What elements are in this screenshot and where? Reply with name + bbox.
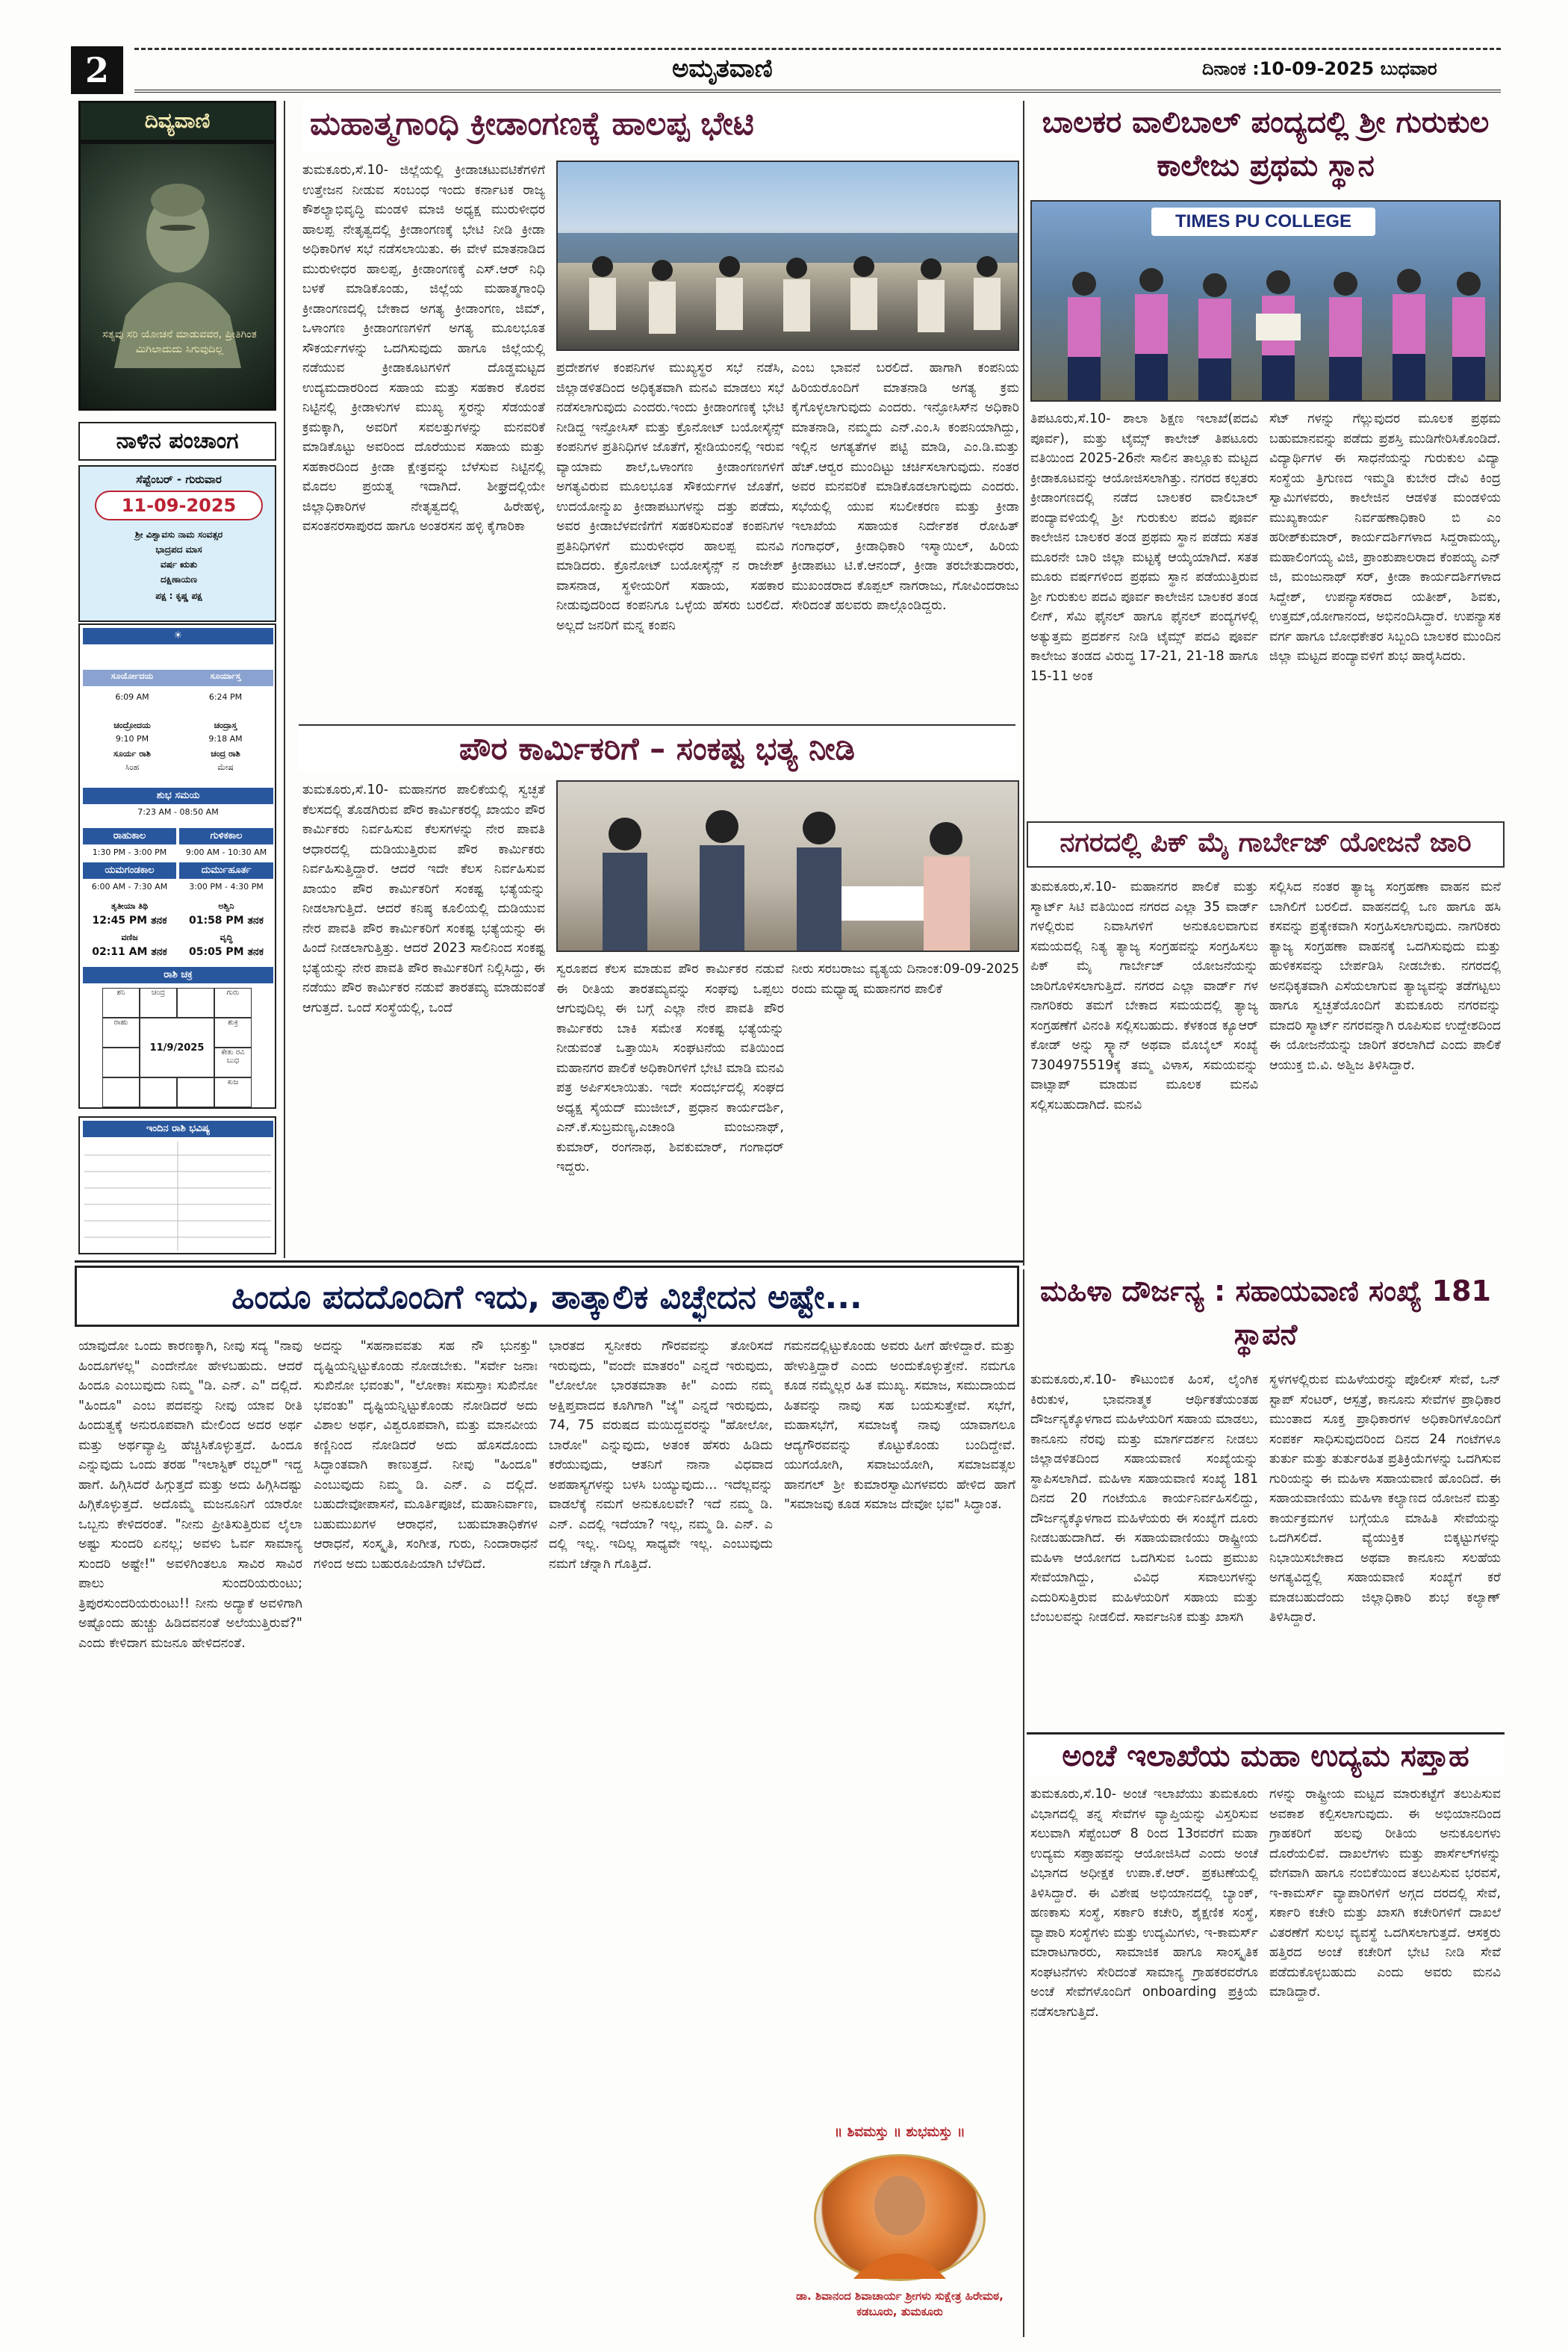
masthead-rule	[134, 90, 1501, 93]
rashi-chakra-cell: ಶುಕ್ರ	[214, 1018, 252, 1048]
article1-col3: ಎಂಬ ಭಾವನೆ ಬರಲಿದೆ. ಹಾಗಾಗಿ ಕಂಪನಿಯ ಹಿರಿಯರೊಂದಿಗೆ ಮಾತನಾಡಿ ಅಗತ್ಯ ಕ್ರಮ ಕೈಗೊಳ್ಳಲಾಗುವುದು ಎಂದರು. ಇನ್ಫೋಸಿಸ್‍ನ ಅಧಿಕಾರಿ ಮಾತನಾಡಿ, ನಮ್ಮದು ಎನ್.ಎಂ.ಸಿ ಕಂಪನಿಯಾಗಿದ್ದು, ಇಲ್ಲಿನ ಅಗತ್ಯತೆಗಳ ಪಟ್ಟಿ ಮಾಡಿ, ಎಂ.ಡಿ.ಮತ್ತು ಹೆಚ್.ಆರ್‍ವರ ಮುಂದಿಟ್ಟು ಚರ್ಚಿಸಲಾಗುವುದು. ನಂತರ ಅವರ ಮನವರಿಕೆ ಮಾಡಿಕೊಡಲಾಗುವುದು ಎಂದರು. ಸಭೆಯಲ್ಲಿ ಯುವ ಸಬಲೀಕರಣ ಮತ್ತು ಕ್ರೀಡಾ ಇಲಾಖೆಯ ಸಹಾಯಕ ನಿರ್ದೇಶಕ ರೋಹಿತ್ ಗಂಗಾಧರ್, ಕ್ರೀಡಾಧಿಕಾರಿ ಇಸ್ಮಾಯಿಲ್, ಹಿರಿಯ ಕ್ರೀಡಾಪಟು ಟಿ.ಕೆ.ಆನಂದ್, ಕ್ರೀಡಾ ತರಬೇತುದಾರರು, ಮುಖಂಡರಾದ ಕೊಪ್ಪಲ್ ನಾಗರಾಜು, ಗೋವಿಂದರಾಜು ಸೇರಿದಂತೆ ಹಲವರು ಪಾಲ್ಗೊಂಡಿದ್ದರು.	[791, 361, 1019, 613]
article4-headline: ನಗರದಲ್ಲಿ ಪಿಕ್ ಮೈ ಗಾರ್ಬೇಜ್ ಯೋಜನೆ ಜಾರಿ	[1060, 827, 1472, 858]
yama-label: ಯಮಗಂಡಕಾಲ	[83, 862, 176, 879]
moonset-time: 9:18 AM	[208, 734, 243, 744]
buddha-image	[78, 142, 276, 411]
rashi-chakra-cell: ರಾಹು	[102, 1018, 140, 1048]
buddha-figure-icon	[81, 144, 274, 408]
article3-header	[299, 724, 1015, 771]
newspaper-title: ಅಮೃತವಾಣಿ	[672, 54, 773, 84]
column-rule	[1023, 1269, 1024, 2337]
swamiji-portrait-icon	[816, 2156, 983, 2279]
panchanga-card	[78, 465, 276, 622]
article1-col1: ತುಮಕೂರು,ಸೆ.10- ಜಿಲ್ಲೆಯಲ್ಲಿ ಕ್ರೀಡಾಚಟುವಟಿಕೆಗಳಿಗೆ ಉತ್ತೇಜನ ನೀಡುವ ಸಂಬಂಧ ಇಂದು ಕರ್ನಾಟಕ ರಾಜ್ಯ ಕೌಶಲ್ಯಾಭಿವೃದ್ಧಿ ಮಂಡಳಿ ಮಾಜಿ ಅಧ್ಯಕ್ಷ ಮುರುಳೀಧರ ಹಾಲಪ್ಪ ನೇತೃತ್ವದಲ್ಲಿ ಕ್ರೀಡಾಂಗಣಕ್ಕೆ ಭೇಟಿ ನೀಡಿ ಕ್ರೀಡಾ ಅಧಿಕಾರಿಗಳ ಸಭೆ ನಡೆಸಲಾಯಿತು. ಈ ವೇಳೆ ಮಾತನಾಡಿದ ಮುರುಳೀಧರ ಹಾಲಪ್ಪ, ಕ್ರೀಡಾಂಗಣಕ್ಕೆ ಎಸ್.ಆರ್ ನಿಧಿ ಬಳಕೆ ಮಾಡಿಕೊಂಡು, ಜಿಲ್ಲೆಯ ಮಹಾತ್ಮಗಾಂಧಿ ಕ್ರೀಡಾಂಗಣದಲ್ಲಿ ಬೇಕಾದ ಅಗತ್ಯ ಕ್ರೀಡಾಂಗಣ, ಜಿಮ್, ಒಳಾಂಗಣ ಕ್ರೀಡಾಂಗಣಗಳಿಗೆ ಅಗತ್ಯ ಮೂಲಭೂತ ಸೌಕರ್ಯಗಳನ್ನು ಒದಗಿಸುವುದು ಹಾಗೂ ಜಿಲ್ಲೆಯಲ್ಲಿ ನಡೆಯುವ ಕ್ರೀಡಾಕೂಟಗಳಿಗೆ ದೊಡ್ಡಮಟ್ಟದ ಉದ್ಯಮದಾರರಿಂದ ಸಹಾಯ ಮತ್ತು ಸಹಕಾರ ಕೊರವ ನಿಟ್ಟಿನಲ್ಲಿ ಕ್ರೀಡಾಳುಗಳ ಮುಖ್ಯ ಸ್ಥರನ್ನು ಸೆಡಯಂತೆ ಕ್ರಮಕ್ಕಾಗಿ, ಅವರಿಗೆ ಸವಲತ್ತುಗಳನ್ನು ಮನವರಿಕೆ ಮಾಡಿಕೊಟ್ಟು ಅವರಿಂದ ದೊರೆಯುವ ಸಹಾಯ ಮತ್ತು ಸಹಕಾರದಿಂದ ಕ್ರೀಡಾ ಕ್ಷೇತ್ರವನ್ನು ಬೆಳೆಸುವ ನಿಟ್ಟಿನಲ್ಲಿ ಮೊದಲ ಪ್ರಯತ್ನ ಇದಾಗಿದೆ. ಶೀಘ್ರದಲ್ಲಿಯೇ ಜಿಲ್ಲಾಧಿಕಾರಿಗಳ ನೇತೃತ್ವದಲ್ಲಿ ಹಿರೇಹಳ್ಳಿ, ವಸಂತನರಸಾಪುರದ ಹಾಗೂ ಅಂತರಸನ ಹಳ್ಳಿ ಕೈಗಾರಿಕಾ	[302, 163, 545, 534]
article3-col2: ಸ್ವರೂಪದ ಕೆಲಸ ಮಾಡುವ ಪೌರ ಕಾರ್ಮಿಕರ ನಡುವೆ ಈ ರೀತಿಯ ತಾರತಮ್ಯವನ್ನು ಸಂಘವು ಒಪ್ಪಲು ಆಗುವುದಿಲ್ಲ ಈ ಬಗ್ಗೆ ಎಲ್ಲಾ ನೇರ ಪಾವತಿ ಪೌರ ಕಾರ್ಮಿಕರು ಬಾಕಿ ಸಮೇತ ಸಂಕಷ್ಟ ಭತ್ಯೆಯನ್ನು ನೀಡುವಂತೆ ಒತ್ತಾಯಿಸಿ ಸಂಘಟನೆಯ ವತಿಯಿಂದ ಮಹಾನಗರ ಪಾಲಿಕೆ ಅಧಿಕಾರಿಗಳಿಗೆ ಭೇಟಿ ಮಾಡಿ ಮನವಿ ಪತ್ರ ಅರ್ಪಿಸಲಾಯಿತು. ಇದೇ ಸಂದರ್ಭದಲ್ಲಿ ಸಂಘದ ಅಧ್ಯಕ್ಷ ಸೈಯದ್ ಮುಜೀಬ್, ಪ್ರಧಾನ ಕಾರ್ಯದರ್ಶಿ, ಎನ್.ಕೆ.ಸುಬ್ರಮಣ್ಯ,ಎಚಾಂಡಿ ಮಂಜುನಾಥ್, ಕುಮಾರ್, ರಂಗನಾಥ, ಶಿವಕುಮಾರ್, ಗಂಗಾಧರ್ ಇದ್ದರು.	[556, 962, 784, 1175]
sun-section-bar: ☀	[83, 628, 273, 644]
article6-col2: ಸ್ಥಳಗಳಲ್ಲಿರುವ ಮಹಿಳೆಯರನ್ನು ಪೊಲೀಸ್ ಸೇವೆ, ಒನ್ ಸ್ಟಾಪ್ ಸೆಂಟರ್, ಆಸ್ಪತ್ರೆ, ಕಾನೂನು ಸೇವೆಗಳ ಪ್ರಾಧಿಕಾರ ಮುಂತಾದ ಸೂಕ್ತ ಪ್ರಾಧಿಕಾರಗಳ ಅಧಿಕಾರಿಗಳೊಂದಿಗೆ ಸಂಪರ್ಕ ಸಾಧಿಸುವುದರಿಂದ ದಿನದ 24 ಗಂಟೆಗಳೂ ತುರ್ತು ಮತ್ತು ತುರ್ತುರಹಿತ ಪ್ರತಿಕ್ರಿಯೆಗಳನ್ನು ಒದಗಿಸುವ ಗುರಿಯನ್ನು ಈ ಮಹಿಳಾ ಸಹಾಯವಾಣಿ ಹೊಂದಿದೆ. ಈ ಸಹಾಯವಾಣಿಯು ಮಹಿಳಾ ಕಲ್ಯಾಣದ ಯೋಜನೆ ಮತ್ತು ಕಾರ್ಯಕ್ರಮಗಳ ಬಗ್ಗೆಯೂ ಮಾಹಿತಿ ಸೇವೆಯನ್ನು ಒದಗಿಸಲಿದೆ. ವ್ಯೆಯುಕ್ತಿಕ ಬಿಕ್ಕಟ್ಟುಗಳನ್ನು ನಿಭಾಯಿಸಬೇಕಾದ ಅಥವಾ ಕಾನೂನು ಸಲಹೆಯ ಅಗತ್ಯವಿದ್ದಲ್ಲಿ ಸಹಾಯವಾಣಿ ಸಂಖ್ಯೆಗೆ ಕರೆ ಮಾಡಬಹುದೆಂದು ಜಿಲ್ಲಾಧಿಕಾರಿ ಶುಭ ಕಲ್ಯಾಣ್ ತಿಳಿಸಿದ್ದಾರೆ.	[1269, 1372, 1501, 1625]
card-date: 11-09-2025	[95, 491, 263, 520]
rashi-chakra-grid	[102, 988, 252, 1107]
article5-col1: ಯಾವುದೋ ಒಂದು ಕಾರಣಕ್ಕಾಗಿ, ನೀವು ಸದ್ಯ "ನಾವು ಹಿಂದೂಗಳಲ್ಲ" ಎಂದೇನೋ ಹೇಳಬಹುದು. ಆದರೆ ಹಿಂದೂ ಎಂಬುವುದು ನಿಮ್ಮ "ಡಿ. ಎನ್. ಎ" ದಲ್ಲಿದೆ. "ಹಿಂದೂ" ಎಂಬ ಪದವನ್ನು ನೀವು ಯಾವ ರೀತಿ ಹಿಂದುತ್ವಕ್ಕೆ ಅನುರೂಪವಾಗಿ ಮೇಲಿಂದ ಅದರ ಅರ್ಥ ಮತ್ತು ಅರ್ಥವ್ಯಾಪ್ತಿ ಹೆಚ್ಚಿಸಿಕೊಳ್ಳುತ್ತದೆ. ಹಿಂದೂ ಎನ್ನುವುದು ಒಂದು ತರಹ "ಇಲಾಸ್ಟಿಕ್ ರಬ್ಬರ್" ಇದ್ದ ಹಾಗೆ. ಹಿಗ್ಗಿಸಿದರೆ ಹಿಗ್ಗುತ್ತದೆ ಮತ್ತು ಅದು ಹಿಗ್ಗಿಸಿದಷ್ಟು ಹಿಗ್ಗಿಕೊಳ್ಳುತ್ತದೆ. ಅದೊಮ್ಮೆ ಮಜನೂನಿಗೆ ಯಾರೋ ಒಬ್ಬನು ಕೇಳಿದರಂತೆ. "ನೀನು ಪ್ರೀತಿಸುತ್ತಿರುವ ಲೈಲಾ ಅಷ್ಟು ಸುಂದರಿ ಏನಲ್ಲ; ಅವಳು ಓರ್ವ ಸಾಮಾನ್ಯ ಸುಂದರಿ ಅಷ್ಟೇ!" ಅವಳಿಗಿಂತಲೂ ಸಾವಿರ ಸಾವಿರ ಪಾಲು ಸುಂದರಿಯರುಂಟು; ತ್ರಿಪುರಸುಂದರಿಯರುಂಟು!! ನೀನು ಅದ್ಯಾಕೆ ಅವಳಿಗಾಗಿ ಅಷ್ಟೊಂದು ಹುಚ್ಚು ಹಿಡಿದವನಂತೆ ಅಲೆಯುತ್ತಿರುವೆ?" ಎಂದು ಕೇಳಿದಾಗ ಮಜನೂ ಹೇಳಿದನಂತೆ.	[78, 1339, 302, 1651]
article1-headline: ಮಹಾತ್ಮಗಾಂಧಿ ಕ್ರೀಡಾಂಗಣಕ್ಕೆ ಹಾಲಪ್ಪ ಭೇಟಿ	[310, 105, 754, 143]
article2-headline: ಬಾಲಕರ ವಾಲಿಬಾಲ್ ಪಂದ್ಯದಲ್ಲಿ ಶ್ರೀ ಗುರುಕುಲ ಕಾಲೇಜು ಪ್ರಥಮ ಸ್ಥಾನ	[1042, 105, 1490, 183]
divyavani-quote: ಸತ್ಯವು ಸರಿ ಯೋಚನೆ ಮಾಡುವವರ, ಪ್ರೀತಿಗಿಂತ ಮಿಗಿಲಾದುದು ಸಿಗುವುದಿಲ್ಲ	[102, 329, 257, 355]
article5-col4: ಗಮನದಲ್ಲಿಟ್ಟುಕೊಂಡು ಅವರು ಹೀಗೆ ಹೇಳಿದ್ದಾರೆ. ಮತ್ತು ಹೇಳುತ್ತಿದ್ದಾರೆ ಎಂದು ಅಂದುಕೊಳ್ಳುತ್ತೇನೆ. ನಮಗೂ ಕೂಡ ನಮ್ಮೆಲ್ಲರ ಹಿತ ಮುಖ್ಯ. ಸಮಾಜ, ಸಮುದಾಯದ ಹಿತವನ್ನು ನಾವು ಸಹ ಬಯಸುತ್ತೇವೆ. ಸಭೆಗೆ, ಮಹಾಸಭೆಗೆ, ಸಮಾಜಕ್ಕೆ ನಾವು ಯಾವಾಗಲೂ ಆದ್ಯಗೌರವವನ್ನು ಕೊಟ್ಟುಕೊಂಡು ಬಂದಿದ್ದೇವೆ. ಯುಗಯೋಗಿ, ಸವಾಜುಯೋಗಿ, ಸಮಾಜವತ್ಸಲ ಹಾನಗಲ್ ಶ್ರೀ ಕುಮಾರಸ್ವಾಮಿಗಳವರು ಹೇಳಿದ ಹಾಗೆ "ಸಮಾಜವು ಕೂಡ ಸಮಾಜ ದೇವೋ ಭವ" ಸಿದ್ಧಾಂತ.	[784, 1339, 1015, 1512]
rashi-chakra-cell: ಚಂದ್ರ	[140, 988, 177, 1018]
article5-col2: ಅದನ್ನು "ಸಹನಾವವತು ಸಹ ನೌ ಭುನಕ್ತು" ದೃಷ್ಟಿಯನ್ನಿಟ್ಟುಕೊಂಡು ನೋಡಬೇಕು. "ಸರ್ವೇ ಜನಾಃ ಸುಖಿನೋ ಭವಂತು", "ಲೋಕಾಃ ಸಮಸ್ತಾಃ ಸುಖಿನೋ ಭವಂತು" ದೃಷ್ಟಿಯನ್ನಿಟ್ಟುಕೊಂಡು ನೋಡಿದರೆ ಅದು ವಿಶಾಲ ಅರ್ಥ, ವಿಶ್ವರೂಪವಾಗಿ, ಮತ್ತು ಮಾನವೀಯ ಕಣ್ಣಿನಿಂದ ನೋಡಿದರೆ ಅದು ಹೊಸದೊಂದು ಸಿದ್ಧಾಂತವಾಗಿ ಕಾಣುತ್ತದೆ. ನೀವು "ಹಿಂದೂ" ಎಂಬುವುದು ನಿಮ್ಮ ಡಿ. ಎನ್. ಎ ದಲ್ಲಿದೆ. ಬಹುದೇವೋಪಾಸನೆ, ಮೂರ್ತಿಪೂಜೆ, ಮಹಾನಿರ್ವಾಣ, ಬಹುಮುಖಗಳ ಆರಾಧನೆ, ಬಹುಮಾತಾಧಿಕೆಗಳ ಆರಾಧನೆ, ಸಂಸ್ಕೃತಿ, ಸಂಗೀತ, ಗುರು, ನಿಂದಾರಾಧನೆ ಗಳಿಂದ ಅದು ಬಹುರೂಪಿಯಾಗಿ ಬೆಳೆದಿದೆ.	[314, 1339, 538, 1572]
sunset-label: ಸೂರ್ಯಾಸ್ತ	[210, 671, 241, 681]
card-month: ಸೆಪ್ಟೆಂಬರ್ - ಗುರುವಾರ	[136, 473, 222, 486]
card-ayana: ದಕ್ಷಿಣಾಯಣ	[160, 574, 198, 585]
sunrise-time: 6:09 AM	[115, 692, 149, 702]
section-rule	[75, 1260, 1023, 1263]
article3-col1: ತುಮಕೂರು,ಸೆ.10- ಮಹಾನಗರ ಪಾಲಿಕೆಯಲ್ಲಿ ಸ್ವಚ್ಛತೆ ಕೆಲಸದಲ್ಲಿ ತೊಡಗಿರುವ ಪೌರ ಕಾರ್ಮಿಕರಲ್ಲಿ ಖಾಯಂ ಪೌರ ಕಾರ್ಮಿಕರು ನಿರ್ವಹಿಸುವ ಕೆಲಸಗಳನ್ನು ನೇರ ಪಾವತಿ ಆಧಾರದಲ್ಲಿ ದುಡಿಯುತ್ತಿರುವ ಪೌರ ಕಾರ್ಮಿಕರು ನಿರ್ವಹಿಸುತ್ತಿದ್ದಾರೆ. ಆದರೆ ಇದೇ ಕೆಲಸ ನಿರ್ವಹಿಸುವ ಖಾಯಂ ಪೌರ ಕಾರ್ಮಿಕರಿಗೆ ಸಂಕಷ್ಟ ಭತ್ಯೆಯನ್ನು ನೀಡಲಾಗುತ್ತಿದೆ. ಆದರೆ ಕನಿಷ್ಠ ಕೂಲಿಯಲ್ಲಿ ದುಡಿಯುವ ನೇರ ಪಾವತಿ ಪೌರ ಕಾರ್ಮಿಕರಿಗೆ ಸಂಕಷ್ಟ ಭತ್ಯೆಯನ್ನು ಈ ಹಿಂದೆ ನೀಡಲಾಗುತ್ತಿತ್ತು. ಆದರೆ 2023 ಸಾಲಿನಿಂದ ಸಂಕಷ್ಟ ಭತ್ಯೆಯನ್ನು ನೇರ ಪಾವತಿ ಪೌರ ಕಾರ್ಮಿಕರಿಗೆ ನಿಲ್ಲಿಸಿದ್ದು, ಈ ನಡೆಯು ಪೌರ ಕಾರ್ಮಿಕರ ನಡುವೆ ತಾರತಮ್ಯ ಮಾಡುವಂತೆ ಆಗುತ್ತದೆ. ಒಂದೆ ಸಂಸ್ಥೆಯಲ್ಲಿ, ಒಂದೆ	[302, 783, 545, 1015]
rashi-bhavishya-title: ಇಂದಿನ ರಾಶಿ ಭವಿಷ್ಯ	[83, 1121, 273, 1137]
article5-col3: ಭಾರತದ ಸ್ವನೀಕರು ಗೌರವವನ್ನು ತೋರಿಸದೆ ಇರುವುದು, "ವಂದೇ ಮಾತರಂ" ಎನ್ನದೆ ಇರುವುದು, "ಲೋಲೋ ಭಾರತಮಾತಾ ಕೀ" ಎಂದು ನಮ್ಮ ಅಕ್ಷಿಪ್ತವಾದದ ಕೂಗಿಗಾಗಿ "ಜೈ" ಎನ್ನದೆ ಇರುವುದು, 74, 75 ವರುಷದ ಮಯಿದ್ದವರನ್ನು "ಹೋಲೋ, ಬಾರೋ" ಎನ್ನುವುದು, ಅತಂಕ ಹೆಸರು ಹಿಡಿದು ಕರೆಯುವುದು, ಆತನಿಗೆ ನಾನಾ ವಿಧವಾದ ಅಪಹಾಸ್ಯಗಳನ್ನು ಬಳಸಿ ಬಯ್ಯುವುದು... ಇದೆಲ್ಲವನ್ನು ವಾಡಲೆಕ್ಕೆ ನಮಗೆ ಅನುಕೂಲವೇ? ಇದೆ ನಮ್ಮ ಡಿ. ಎನ್. ಎದಲ್ಲಿ ಇದೆಯಾ? ಇಲ್ಲ, ನಮ್ಮ ಡಿ. ಎನ್. ಎ ದಲ್ಲಿ ಇಲ್ಲ. ಇದಿಲ್ಲ ಸಾಧ್ಯವೇ ಇಲ್ಲ. ಎಂಬುವುದು ನಮಗೆ ಚೆನ್ನಾಗಿ ಗೊತ್ತಿದೆ.	[549, 1339, 773, 1572]
issue-date: ದಿನಾಂಕ :10-09-2025 ಬುಧವಾರ	[1202, 58, 1437, 79]
article1-col2: ಪ್ರದೇಶಗಳ ಕಂಪನಿಗಳ ಮುಖ್ಯಸ್ಥರ ಸಭೆ ನಡೆಸಿ, ಜಿಲ್ಲಾಡಳಿತದಿಂದ ಅಧಿಕೃತವಾಗಿ ಮನವಿ ಮಾಡಲು ಸಭೆ ನಡೆಸಲಾಗುವುದು ಎಂದರು.ಇಂದು ಕ್ರೀಡಾಂಗಣಕ್ಕೆ ಭೇಟಿ ನೀಡಿದ್ದ ಇನ್ಫೋಸಿಸ್ ಮತ್ತು ಕ್ರೊನೋಟ್ ಬಯೋಸೈನ್ಸ್ ಕಂಪನಿಗಳ ಪ್ರತಿನಿಧಿಗಳ ಜೊತೆಗೆ, ಸ್ಟೇಡಿಯಂನಲ್ಲಿ ಇರುವ ವ್ಯಾಯಾಮ ಶಾಲೆ,ಒಳಾಂಗಣ ಕ್ರೀಡಾಂಗಣಗಳಿಗೆ ಅಗತ್ಯವಿರುವ ಮೂಲಭೂತ ಸೌಕರ್ಯಗಳ ಜೊತೆಗೆ, ಉದಯೋನ್ಮುಖ ಕ್ರೀಡಾಪಟುಗಳನ್ನು ದತ್ತು ಪಡೆದು, ಅವರ ಕ್ರೀಡಾಬೆಳವಣಿಗೆಗೆ ಸಹಕರಿಸುವಂತೆ ಕಂಪನಿಗಳ ಪ್ರತಿನಿಧಿಗಳಿಗೆ ಮುರುಳೀಧರ ಹಾಲಪ್ಪ ಮನವಿ ಮಾಡಿದರು. ಕ್ರೊನೋಟ್ ಬಯೋಸೈನ್ಸ್ ನ ರಾಜೇಶ್ ವಾಸನಾಡ, ಸ್ಥಳೀಯರಿಗೆ ಸಹಾಯ, ಸಹಕಾರ ನೀಡುವುದರಿಂದ ಕಂಪನಿಗೂ ಒಳ್ಳೆಯ ಹೆಸರು ಬರಲಿದೆ. ಅಲ್ಲದೆ ಜನರಿಗೆ ಮನ್ನ ಕಂಪನಿ	[556, 361, 784, 633]
panchanga-table	[78, 623, 276, 1109]
gulika-time: 9:00 AM - 10:30 AM	[185, 847, 267, 857]
article4-header	[1027, 821, 1505, 868]
shubha-time: 7:23 AM - 08:50 AM	[137, 807, 219, 817]
yoga: ವೃದ್ಧಿ	[220, 933, 233, 942]
author-caption: ಡಾ. ಶಿವಾನಂದ ಶಿವಾಚಾರ್ಯ ಶ್ರೀಗಳು ಸುಕ್ಷೇತ್ರ ಹಿರೇಮಠ, ಕಡಬೂರು, ತುಮಕೂರು	[796, 2289, 1004, 2318]
karana-end: 02:11 AM ತನಕ	[92, 946, 167, 958]
article1-header	[302, 101, 1019, 153]
article4-col2: ಸಲ್ಲಿಸಿದ ನಂತರ ತ್ಯಾಜ್ಯ ಸಂಗ್ರಹಣಾ ವಾಹನ ಮನೆ ಬಾಗಿಲಿಗೆ ಬರಲಿದೆ. ವಾಹನದಲ್ಲಿ ಒಣ ಹಾಗೂ ಹಸಿ ಕಸವನ್ನು ಪ್ರತ್ಯೇಕವಾಗಿ ಸಂಗ್ರಹಿಸಲಾಗುವುದು. ನಾಗರಿಕರು ತ್ಯಾಜ್ಯ ಸಂಗ್ರಹಣಾ ವಾಹನಕ್ಕೆ ಒದಗಿಸುವುದು ಮತ್ತು ಹುಳಿಕಸವನ್ನು ಬೇರ್ಪಡಿಸಿ ನೀಡಬೇಕು. ನಗರದಲ್ಲಿ ಅನಧಿಕೃತವಾಗಿ ಎಸೆಯಲಾಗುವ ತ್ಯಾಜ್ಯವನ್ನು ತಡೆಗಟ್ಟಲು ಹಾಗೂ ಸ್ವಚ್ಛತೆಯೊಂದಿಗೆ ತುಮಕೂರು ನಗರವನ್ನು ಮಾದರಿ ಸ್ಮಾರ್ಟ್ ನಗರವನ್ನಾಗಿ ರೂಪಿಸುವ ಉದ್ದೇಶದಿಂದ ಈ ಯೋಜನೆಯನ್ನು ಜಾರಿಗೆ ತರಲಾಗಿದೆ ಎಂದು ಪಾಲಿಕೆ ಆಯುಕ್ತ ಬಿ.ವಿ. ಅಶ್ವಿಜ ತಿಳಿಸಿದ್ದಾರೆ.	[1269, 880, 1501, 1073]
moon-rashi: ಮೇಷ	[217, 762, 234, 772]
card-paksha: ಪಕ್ಷ : ಕೃಷ್ಣ ಪಕ್ಷ	[155, 591, 202, 601]
article4-col1: ತುಮಕೂರು,ಸೆ.10- ಮಹಾನಗರ ಪಾಲಿಕೆ ಮತ್ತು ಸ್ಮಾರ್ಟ್ ಸಿಟಿ ವತಿಯಿಂದ ನಗರದ ಎಲ್ಲಾ 35 ವಾರ್ಡ್ ಗಳಲ್ಲಿರುವ ನಿವಾಸಿಗಳಿಗೆ ಅನುಕೂಲವಾಗುವ ಸಮಯದಲ್ಲಿ ನಿತ್ಯ ತ್ಯಾಜ್ಯ ಸಂಗ್ರಹವನ್ನು ಸಂಗ್ರಹಿಸಲು ಪಿಕ್ ಮೈ ಗಾರ್ಬೇಜ್ ಯೋಜನೆಯನ್ನು ಜಾರಿಗೊಳಿಸಲಾಗುತ್ತಿದೆ. ನಗರದ ಎಲ್ಲಾ ವಾರ್ಡ್ ಗಳ ನಾಗರಿಕರು ತಮಗೆ ಬೇಕಾದ ಸಮಯದಲ್ಲಿ ತ್ಯಾಜ್ಯ ಸಂಗ್ರಹಣೆಗೆ ವಿನಂತಿ ಸಲ್ಲಿಸಬಹುದು. ಕೆಳಕಂಡ ಕ್ಯೂಆರ್ ಕೋಡ್ ಅನ್ನು ಸ್ಕ್ಯಾನ್ ಅಥವಾ ಮೊಬೈಲ್ ಸಂಖ್ಯೆ 7304975519ಕ್ಕೆ ತಮ್ಮ ವಿಳಾಸ, ಸಮಯವನ್ನು ವಾಟ್ಸಾಪ್ ಮಾಡುವ ಮೂಲಕ ಮನವಿ ಸಲ್ಲಿಸಬಹುದಾಗಿದೆ. ಮನವಿ	[1030, 880, 1258, 1113]
rashi-chakra-cell	[102, 1077, 140, 1107]
article2-col1: ತಿಪಟೂರು,ಸೆ.10- ಶಾಲಾ ಶಿಕ್ಷಣ ಇಲಾಖೆ(ಪದವಿ ಪೂರ್ವ), ಮತ್ತು ಟೈಮ್ಸ್ ಕಾಲೇಜ್ ತಿಪಟೂರು ವತಿಯಿಂದ 2025-26ನೇ ಸಾಲಿನ ತಾಲ್ಲೂಕು ಮಟ್ಟದ ಕ್ರೀಡಾಕೂಟವನ್ನು ಆಯೋಜಿಸಲಾಗಿತ್ತು. ನಗರದ ಕಲ್ಪತರು ಕ್ರೀಡಾಂಗಣದಲ್ಲಿ ನಡೆದ ಬಾಲಕರ ವಾಲಿಬಾಲ್ ಪಂದ್ಯಾವಳಿಯಲ್ಲಿ ಶ್ರೀ ಗುರುಕುಲ ಪದವಿ ಪೂರ್ವ ಕಾಲೇಜಿನ ಬಾಲಕರ ತಂಡ ಪ್ರಥಮ ಸ್ಥಾನ ಪಡೆದು ಸತತ ಮೂರನೇ ಬಾರಿ ಜಿಲ್ಲಾ ಮಟ್ಟಕ್ಕೆ ಆಯ್ಕೆಯಾಗಿದೆ. ಸತತ ಮೂರು ವರ್ಷಗಳಿಂದ ಪ್ರಥಮ ಸ್ಥಾನ ಪಡೆಯುತ್ತಿರುವ ಶ್ರೀ ಗುರುಕುಲ ಪದವಿ ಪೂರ್ವ ಕಾಲೇಜಿನ ಬಾಲಕರ ತಂಡ ಲೀಗ್, ಸೆಮಿ ಫೈನಲ್ ಹಾಗೂ ಫೈನಲ್ ಪಂದ್ಯಗಳಲ್ಲಿ ಅತ್ಯುತ್ತಮ ಪ್ರದರ್ಶನ ನೀಡಿ ಟೈಮ್ಸ್ ಪದವಿ ಪೂರ್ವ ಕಾಲೇಜು ತಂಡದ ವಿರುದ್ಧ 17-21, 21-18 ಹಾಗೂ 15-11 ಅಂಕ	[1030, 411, 1258, 684]
sun-rashi-label: ಸೂರ್ಯ ರಾಶಿ	[113, 749, 151, 759]
rashi-bhavishya-box	[78, 1116, 276, 1254]
author-portrait	[814, 2154, 986, 2281]
nakshatra: ಅಶ್ವಿನಿ	[218, 901, 234, 911]
rashi-chakra-cell	[102, 1048, 140, 1077]
card-ritu: ವರ್ಷ ಋತು	[160, 559, 198, 570]
tithi-end: 12:45 PM ತನಕ	[92, 915, 167, 927]
rashi-chakra-cell	[177, 988, 214, 1018]
rashi-chakra-cell: ಕುಜ	[214, 1077, 252, 1107]
rashi-chakra-cell	[140, 1077, 177, 1107]
sun-rashi: ಸಿಂಹ	[125, 762, 140, 772]
article7-col1: ತುಮಕೂರು,ಸೆ.10- ಅಂಚೆ ಇಲಾಖೆಯು ತುಮಕೂರು ವಿಭಾಗದಲ್ಲಿ ತನ್ನ ಸೇವೆಗಳ ವ್ಯಾಪ್ತಿಯನ್ನು ವಿಸ್ತರಿಸುವ ಸಲುವಾಗಿ ಸೆಪ್ಟೆಂಬರ್ 8 ರಿಂದ 13ರವರೆಗೆ ಮಹಾ ಉದ್ಯಮ ಸಪ್ತಾಹವನ್ನು ಆಯೋಜಿಸಿದೆ ಎಂದು ಅಂಚೆ ವಿಭಾಗದ ಅಧೀಕ್ಷಕ ಉಪಾ.ಕೆ.ಆರ್. ಪ್ರಕಟಣೆಯಲ್ಲಿ ತಿಳಿಸಿದ್ದಾರೆ. ಈ ವಿಶೇಷ ಅಭಿಯಾನದಲ್ಲಿ ಬ್ಯಾಂಕ್, ಹಣಕಾಸು ಸಂಸ್ಥೆ, ಸರ್ಕಾರಿ ಕಚೇರಿ, ಶೈಕ್ಷಣಿಕ ಸಂಸ್ಥೆ, ವ್ಯಾಪಾರಿ ಸಂಸ್ಥೆಗಳು ಮತ್ತು ಉದ್ಯಮಿಗಳು, ಇ-ಕಾಮರ್ಸ್ ಮಾರಾಟಗಾರರು, ಸಾಮಾಜಿಕ ಹಾಗೂ ಸಾಂಸ್ಕೃತಿಕ ಸಂಘಟನೆಗಳು ಸೇರಿದಂತೆ ಸಾಮಾನ್ಯ ಗ್ರಾಹಕರವರೆಗೂ ಅಂಚೆ ಸೇವೆಗಳೊಂದಿಗೆ onboarding ಪ್ರಕ್ರಿಯೆ ನಡೆಸಲಾಗುತ್ತಿದೆ.	[1030, 1787, 1258, 2020]
article5-header	[75, 1266, 1019, 1327]
article7-col2: ಗಳನ್ನು ರಾಷ್ಟ್ರೀಯ ಮಟ್ಟದ ಮಾರುಕಟ್ಟೆಗೆ ತಲುಪಿಸುವ ಅವಕಾಶ ಕಲ್ಪಿಸಲಾಗುವುದು. ಈ ಅಭಿಯಾನದಿಂದ ಗ್ರಾಹಕರಿಗೆ ಹಲವು ರೀತಿಯ ಅನುಕೂಲಗಳು ದೊರೆಯಲಿವೆ. ದಾಖಲೆಗಳು ಮತ್ತು ಪಾರ್ಸೆಲ್‍ಗಳನ್ನು ವೇಗವಾಗಿ ಹಾಗೂ ನಂಬಿಕೆಯಿಂದ ತಲುಪಿಸುವ ಭರವಸೆ, ಇ-ಕಾಮರ್ಸ್ ವ್ಯಾಪಾರಿಗಳಿಗೆ ಅಗ್ಗದ ದರದಲ್ಲಿ ಸೇವೆ, ಸರ್ಕಾರಿ ಕಚೇರಿ ಮತ್ತು ಖಾಸಗಿ ಕಚೇರಿಗಳಿಗೆ ದಾಖಲೆ ವಿತರಣೆಗೆ ಸುಲಭ ವ್ಯವಸ್ಥೆ ಒದಗಿಸಲಾಗುತ್ತದೆ. ಆಸಕ್ತರು ಹತ್ತಿರದ ಅಂಚೆ ಕಚೇರಿಗೆ ಭೇಟಿ ನೀಡಿ ಸೇವೆ ಪಡೆದುಕೊಳ್ಳಬಹುದು ಎಂದು ಅವರು ಮನವಿ ಮಾಡಿದ್ದಾರೆ.	[1269, 1787, 1501, 2000]
stadium-meeting-photo-icon	[558, 162, 1018, 349]
yoga-end: 05:05 PM ತನಕ	[188, 946, 264, 958]
article3-col3: ನೀರು ಸರಬರಾಜು ವ್ಯತ್ಯಯ ದಿನಾಂಕ:09-09-2025 ರಂದು ಮಧ್ಯಾಹ್ನ ಮಹಾನಗರ ಪಾಲಿಕೆ	[791, 962, 1019, 997]
photo-banner: TIMES PU COLLEGE	[1151, 208, 1375, 236]
article1-photo	[556, 161, 1019, 351]
sunset-time: 6:24 PM	[208, 692, 243, 702]
durmuhurta-time: 3:00 PM - 4:30 PM	[189, 882, 264, 892]
rashi-chakra-cell: ಶನಿ	[102, 988, 140, 1018]
top-dashed-rule	[134, 48, 1501, 50]
article2-photo	[1030, 200, 1501, 402]
gulika-label: ಗುಳಿಕಕಾಲ	[179, 828, 273, 844]
yama-time: 6:00 AM - 7:30 AM	[91, 882, 168, 892]
sidebar	[78, 101, 276, 1254]
rashi-chakra-date: 11/9/2025	[140, 1018, 214, 1077]
volleyball-team-photo-icon	[1032, 202, 1499, 400]
shubha-label: ಶುಭ ಸಮಯ	[83, 788, 273, 804]
article6-headline: ಮಹಿಳಾ ದೌರ್ಜನ್ಯ : ಸಹಾಯವಾಣಿ ಸಂಖ್ಯೆ 181 ಸ್ಥಾಪನೆ	[1039, 1275, 1491, 1351]
rahu-label: ರಾಹುಕಾಲ	[83, 828, 176, 844]
article2-header	[1027, 101, 1505, 194]
article6-col1: ತುಮಕೂರು,ಸೆ.10- ಕೌಟುಂಬಿಕ ಹಿಂಸೆ, ಲೈಂಗಿಕ ಕಿರುಕುಳ, ಭಾವನಾತ್ಮಕ ಆರ್ಥಿಕತೆಯಂತಹ ದೌರ್ಜನ್ಯಕ್ಕೊಳಗಾದ ಮಹಿಳೆಯರಿಗೆ ಸಹಾಯ ಮಾಡಲು, ಕಾನೂನು ನೆರವು ಮತ್ತು ಮಾರ್ಗದರ್ಶನ ನೀಡಲು ಜಿಲ್ಲಾಡಳಿತದಿಂದ ಸಹಾಯವಾಣಿ ಸಂಖ್ಯೆಯನ್ನು ಸ್ಥಾಪಿಸಲಾಗಿದೆ. ಮಹಿಳಾ ಸಹಾಯವಾಣಿ ಸಂಖ್ಯೆ 181 ದಿನದ 20 ಗಂಟೆಯೂ ಕಾರ್ಯನಿರ್ವಹಿಸಲಿದ್ದು, ದೌರ್ಜನ್ಯಕ್ಕೊಳಗಾದ ಮಹಿಳೆಯರು ಈ ಸಂಖ್ಯೆಗೆ ದೂರು ನೀಡಬಹುದಾಗಿದೆ. ಈ ಸಹಾಯವಾಣಿಯು ರಾಷ್ಟ್ರೀಯ ಮಹಿಳಾ ಆಯೋಗದ ಒದಗಿಸುವ ಒಂದು ಪ್ರಮುಖ ಸೇವೆಯಾಗಿದ್ದು, ವಿವಿಧ ಸವಾಲುಗಳನ್ನು ಎದುರಿಸುತ್ತಿರುವ ಮಹಿಳೆಯರಿಗೆ ಸಹಾಯ ಮತ್ತು ಬೆಂಬಲವನ್ನು ನೀಡಲಿದೆ. ಸಾರ್ವಜನಿಕ ಮತ್ತು ಖಾಸಗಿ	[1030, 1372, 1258, 1625]
rashi-bhavishya-lines	[84, 1142, 271, 1251]
article2-col2: ಸೆಟ್ ಗಳನ್ನು ಗೆಲ್ಲುವುದರ ಮೂಲಕ ಪ್ರಥಮ ಬಹುಮಾನವನ್ನು ಪಡೆದು ಪ್ರಶಸ್ತಿ ಮುಡಿಗೇರಿಸಿಕೊಂಡಿದೆ. ವಿದ್ಯಾರ್ಥಿಗಳ ಈ ಸಾಧನೆಯನ್ನು ಗುರುಕುಲ ವಿದ್ಯಾ ಸಂಸ್ಥೆಯ ತ್ರಿಗುಣದ ಇಮ್ಮಡಿ ಕುಬೇರ ದೇವಿ ಕಿಂದ್ರ ಸ್ವಾಮಿಗಳವರು, ಕಾಲೇಜಿನ ಆಡಳಿತ ಮಂಡಳಿಯ ಮುಖ್ಯಕಾರ್ಯ ನಿರ್ವಹಣಾಧಿಕಾರಿ ಬಿ ಎಂ ಹರೀಶ್‍ಕುಮಾರ್, ಕಾರ್ಯದರ್ಶಿಗಳಾದ ಸಿದ್ದರಾಮಯ್ಯ, ಮಹಾಲಿಂಗಯ್ಯ ವಿಜಿ, ಪ್ರಾಂಶುಪಾಲರಾದ ಕೆಂಪಯ್ಯ ಎನ್ ಜಿ, ಮಂಜುನಾಥ್ ಸರ್, ಕ್ರೀಡಾ ಕಾರ್ಯದರ್ಶಿಗಳಾದ ಸಿದ್ದೇಶ್, ಉಪನ್ಯಾಸಕರಾದ ಯತೀಶ್, ಶಿವಕು, ಉತ್ತಮ್,ಯೋಗಾನಂದ, ಅಭಿನಂದಿಸಿದ್ದಾರೆ. ಉಪನ್ಯಾಸಕ ವರ್ಗ ಹಾಗೂ ಬೋಧಕೇತರ ಸಿಬ್ಬಂದಿ ಬಾಲಕರ ಮುಂದಿನ ಜಿಲ್ಲಾ ಮಟ್ಟದ ಪಂದ್ಯಾವಳಿಗೆ ಶುಭ ಹಾರೈಸಿದರು.	[1269, 411, 1501, 664]
moon-rashi-label: ಚಂದ್ರ ರಾಶಿ	[211, 749, 240, 759]
tithi: ತೃತೀಯಾ ತಿಥಿ	[111, 901, 149, 911]
rashi-chakra-cell	[177, 1077, 214, 1107]
article3-photo	[556, 780, 1019, 952]
card-masa: ಭಾದ್ರಪದ ಮಾಸ	[155, 544, 202, 555]
article7-headline: ಅಂಚೆ ಇಲಾಖೆಯ ಮಹಾ ಉದ್ಯಮ ಸಪ್ತಾಹ	[1062, 1739, 1469, 1773]
moonset-label: ಚಂದ್ರಾಸ್ತ	[214, 721, 237, 730]
rashi-chakra-cell: ಗುರು	[214, 988, 252, 1018]
moonrise-label: ಚಂದ್ರೋದಯ	[113, 721, 151, 730]
article3-headline: ಪೌರ ಕಾರ್ಮಿಕರಿಗೆ – ಸಂಕಷ್ಟ ಭತ್ಯ ನೀಡಿ	[458, 730, 856, 767]
article5-headline: ಹಿಂದೂ ಪದದೊಂದಿಗೆ ಇದು, ತಾತ್ಕಾಲಿಕ ವಿಚ್ಛೇದನ ಅಷ್ಟೇ...	[231, 1278, 862, 1316]
card-samvatsara: ಶ್ರೀ ವಿಶ್ವಾವಸು ನಾಮ ಸಂವತ್ಸರ	[134, 529, 223, 540]
nakshatra-end: 01:58 PM ತನಕ	[188, 915, 264, 927]
sunrise-label: ಸೂರ್ಯೋದಯ	[111, 671, 154, 681]
rahu-time: 1:30 PM - 3:00 PM	[92, 847, 167, 857]
column-rule	[284, 101, 285, 1258]
divyavani-title: ದಿವ್ಯವಾಣಿ	[78, 101, 276, 142]
page-number: 2	[71, 46, 123, 94]
moonrise-time: 9:10 PM	[115, 734, 149, 744]
memorandum-handover-photo-icon	[558, 782, 1018, 951]
article5-signoff: ॥ ಶಿವಮಸ್ತು ॥ ಶುಭಮಸ್ತು ॥	[834, 2124, 965, 2140]
karana: ವಣಿಜ	[121, 933, 138, 942]
column-rule	[1023, 101, 1024, 1266]
panchanga-title: ನಾಳಿನ ಪಂಚಾಂಗ	[78, 422, 276, 461]
kundali-title: ರಾಶಿ ಚಕ್ರ	[83, 967, 273, 983]
rashi-chakra-cell: ಕೇತು ರವಿ ಬುಧ	[214, 1048, 252, 1077]
article7-header	[1027, 1732, 1505, 1777]
article6-header	[1027, 1269, 1505, 1363]
durmuhurta-label: ದುರ್ಮುಹೂರ್ತ	[179, 862, 273, 879]
